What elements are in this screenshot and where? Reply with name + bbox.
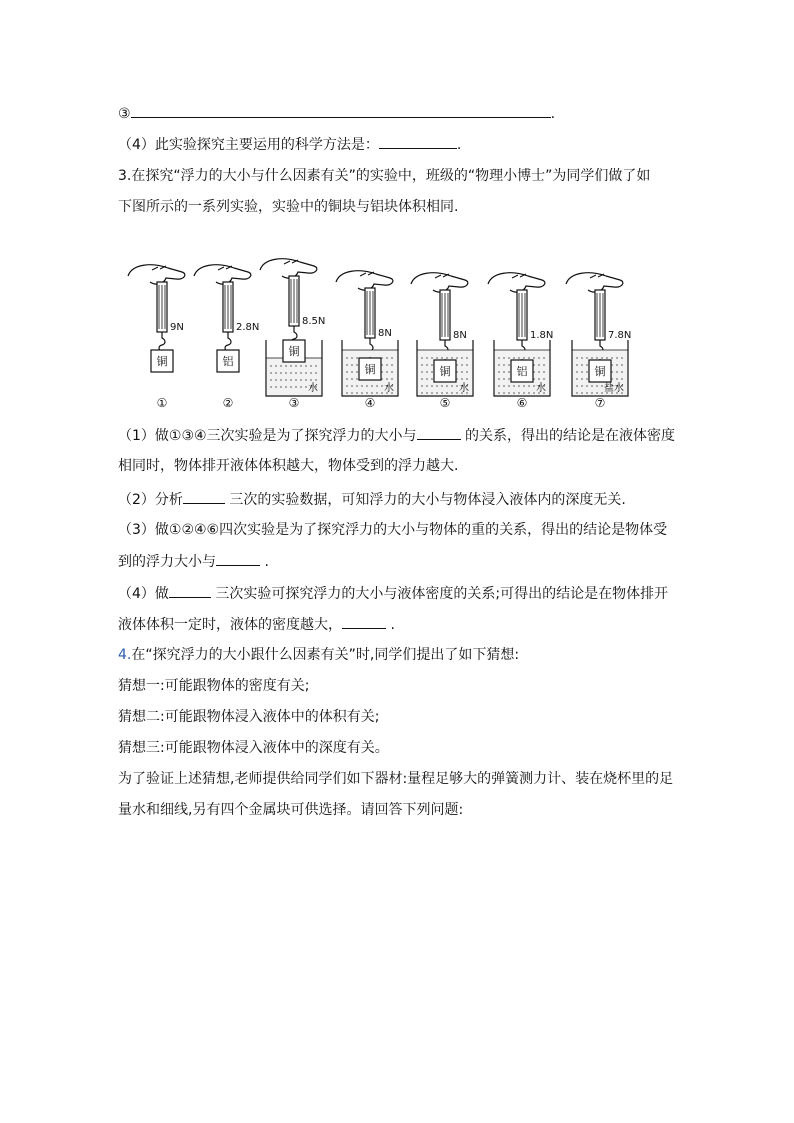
scale-reading: 2.8N — [236, 322, 260, 333]
liquid-label: 水 — [308, 383, 318, 394]
sub-question-1-line-1 — [118, 425, 675, 446]
question-3-line-1: 3.在探究“浮力的大小与什么因素有关”的实验中，班级的“物理小博士”为同学们做了如 — [118, 168, 651, 184]
block-label: 铝 — [516, 365, 528, 378]
finger-lines — [435, 274, 449, 278]
sub-question-4-line-2 — [118, 614, 395, 635]
buoyancy-experiment-figure — [120, 250, 680, 410]
sub-question-3-line-1: （3）做①②④⑥四次实验是为了探究浮力的大小与物体的重的关系，得出的结论是物体受 — [118, 522, 668, 538]
question-text: 液体体积一定时，液体的密度越大， — [118, 617, 342, 633]
scale-reading: 7.8N — [608, 330, 632, 341]
period: . — [386, 617, 395, 633]
question-text: 到的浮力大小与 — [118, 554, 216, 570]
question-3-line-2: 下图所示的一系列实验，实验中的铜块与铝块体积相同. — [118, 199, 459, 215]
question-text: （4）做 — [118, 586, 169, 602]
item-number: ③ — [118, 106, 131, 122]
question-4 — [118, 645, 519, 665]
question-text: （4）此实验探究主要运用的科学方法是： — [118, 137, 379, 153]
scale-reading: 8N — [378, 328, 392, 339]
finger-lines — [152, 266, 166, 270]
liquid-label: 水 — [384, 383, 394, 394]
sub-question-3-line-2 — [118, 551, 269, 572]
question-text: 的关系，得出的结论是在液体密度 — [460, 428, 676, 444]
scale-reading: 8.5N — [302, 316, 326, 327]
answer-blank[interactable] — [216, 551, 260, 566]
liquid-label: 水 — [459, 383, 469, 394]
answer-blank[interactable] — [379, 134, 457, 149]
guess-3: 猜想三:可能跟物体浸入液体中的深度有关。 — [118, 740, 389, 756]
panel-number: ③ — [288, 396, 300, 410]
guess-2: 猜想二:可能跟物体浸入液体中的体积有关; — [118, 709, 380, 725]
answer-blank[interactable] — [342, 614, 386, 629]
finger-lines — [512, 274, 526, 278]
block-label: 铜 — [288, 345, 300, 358]
question-text: （1）做①③④三次实验是为了探究浮力的大小与 — [118, 428, 417, 444]
answer-line-3 — [118, 103, 555, 124]
panel-number: ⑦ — [594, 396, 606, 410]
finger-lines — [284, 260, 298, 264]
answer-blank[interactable] — [169, 583, 211, 598]
finger-lines — [218, 266, 232, 270]
question-text: 在“探究浮力的大小跟什么因素有关”时,同学们提出了如下猜想: — [131, 647, 520, 663]
block-label: 铜 — [594, 365, 606, 378]
materials-line-1: 为了验证上述猜想,老师提供给同学们如下器材:量程足够大的弹簧测力计、装在烧杯里的足 — [118, 771, 674, 787]
question-text: 三次实验可探究浮力的大小与液体密度的关系;可得出的结论是在物体排开 — [210, 586, 669, 602]
panel-number: ⑥ — [516, 396, 528, 410]
period: . — [260, 554, 269, 570]
question-text: 三次的实验数据，可知浮力的大小与物体浸入液体内的深度无关. — [224, 492, 626, 508]
block-label: 铝 — [222, 355, 234, 368]
panel-number: ① — [156, 396, 168, 410]
guess-1: 猜想一:可能跟物体的密度有关; — [118, 678, 310, 694]
liquid-label: 盐水 — [604, 383, 624, 394]
sub-question-2 — [118, 489, 626, 510]
liquid-label: 水 — [536, 383, 546, 394]
question-2-4 — [118, 134, 461, 155]
block-label: 铜 — [439, 365, 451, 378]
panel-number: ⑤ — [439, 396, 451, 410]
materials-line-2: 量水和细线,另有四个金属块可供选择。请回答下列问题: — [118, 802, 464, 818]
answer-blank[interactable] — [183, 489, 225, 504]
answer-blank[interactable] — [131, 103, 551, 118]
period: . — [550, 106, 556, 122]
sub-question-4-line-1 — [118, 583, 668, 604]
scale-reading: 8N — [453, 330, 467, 341]
block-label: 铜 — [156, 355, 168, 368]
question-number: 4. — [118, 647, 132, 663]
period: . — [456, 137, 462, 153]
scale-reading: 1.8N — [530, 330, 554, 341]
question-text: （2）分析 — [118, 492, 183, 508]
panel-number: ④ — [364, 396, 376, 410]
scale-reading: 9N — [170, 322, 184, 333]
finger-lines — [590, 274, 604, 278]
panel-number: ② — [222, 396, 234, 410]
answer-blank[interactable] — [417, 425, 461, 440]
block-label: 铜 — [364, 363, 376, 376]
sub-question-1-line-2: 相同时，物体排开液体体积越大，物体受到的浮力越大. — [118, 458, 459, 474]
finger-lines — [360, 272, 374, 276]
